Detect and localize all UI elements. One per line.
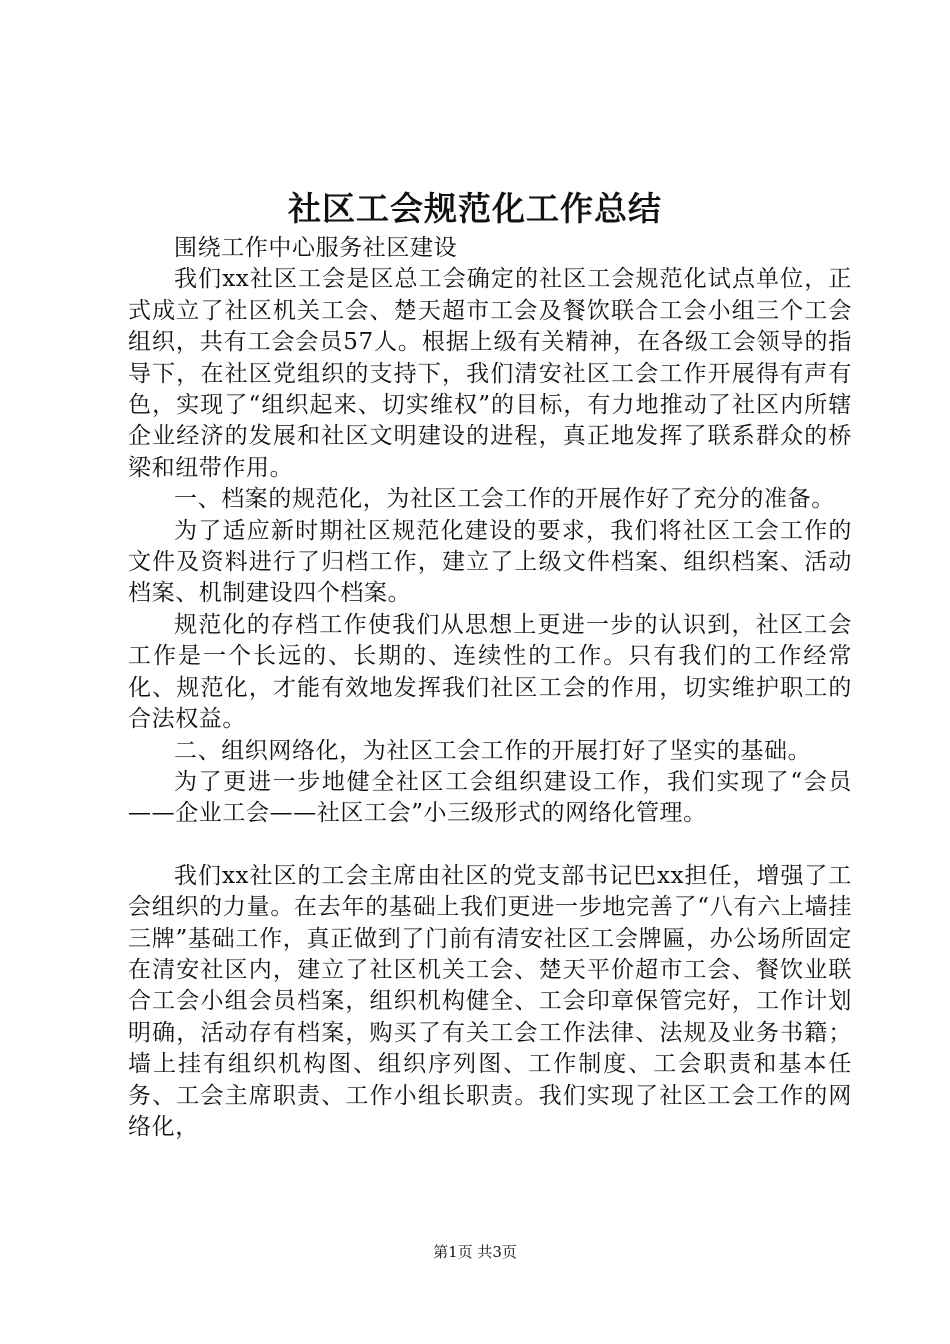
paragraph-subtitle: 围绕工作中心服务社区建设	[174, 235, 458, 261]
blank-line	[128, 830, 852, 861]
paragraph-archive: 为了适应新时期社区规范化建设的要求，我们将社区工会工作的文件及资料进行了归档工作，建立了上级文件档案、组织档案、活动档案、机制建设四个档案。	[128, 517, 852, 607]
paragraph-archive-benefit: 规范化的存档工作使我们从思想上更进一步的认识到，社区工会工作是一个长远的、长期的、连续性的工作。只有我们的工作经常化、规范化，才能有效地发挥我们社区工会的作用，切实维护职工的合法权益。	[128, 611, 852, 733]
document-title: 社区工会规范化工作总结	[288, 189, 662, 228]
paragraph-heading-1: 一、档案的规范化，为社区工会工作的开展作好了充分的准备。	[174, 486, 835, 513]
paragraph-network: 为了更进一步地健全社区工会组织建设工作，我们实现了“会员——企业工会——社区工会”小三级形式的网络化管理。	[128, 768, 852, 827]
paragraph-heading-2: 二、组织网络化，为社区工会工作的开展打好了坚实的基础。	[174, 737, 812, 764]
page-footer: 第1页 共3页	[433, 1243, 517, 1261]
paragraph-chairman: 我们xx社区的工会主席由社区的党支部书记巴xx担任，增强了工会组织的力量。在去年的基础上我们更进一步地完善了“八有六上墙挂三牌”基础工作，真正做到了门前有清安社区工会牌匾，办公场所固定在清安社区内，建立了社区机关工会、楚天平价超市工会、餐饮业联合工会小组会员档案，组织机构健全、工会印章保管完好，工作计划明确，活动存有档案，购买了有关工会工作法律、法规及业务书籍；墙上挂有组织机构图、组织序列图、工作制度、工会职责和基本任务、工会主席职责、工作小组长职责。我们实现了社区工会工作的网络化，	[128, 862, 852, 1140]
paragraph-intro: 我们xx社区工会是区总工会确定的社区工会规范化试点单位，正式成立了社区机关工会、楚天超市工会及餐饮联合工会小组三个工会组织，共有工会会员57人。根据上级有关精神，在各级工会领导的指导下，在社区党组织的支持下，我们清安社区工会工作开展得有声有色，实现了“组织起来、切实维权”的目标，有力地推动了社区内所辖企业经济的发展和社区文明建设的进程，真正地发挥了联系群众的桥梁和纽带作用。	[128, 266, 852, 481]
document-body	[128, 233, 852, 1143]
